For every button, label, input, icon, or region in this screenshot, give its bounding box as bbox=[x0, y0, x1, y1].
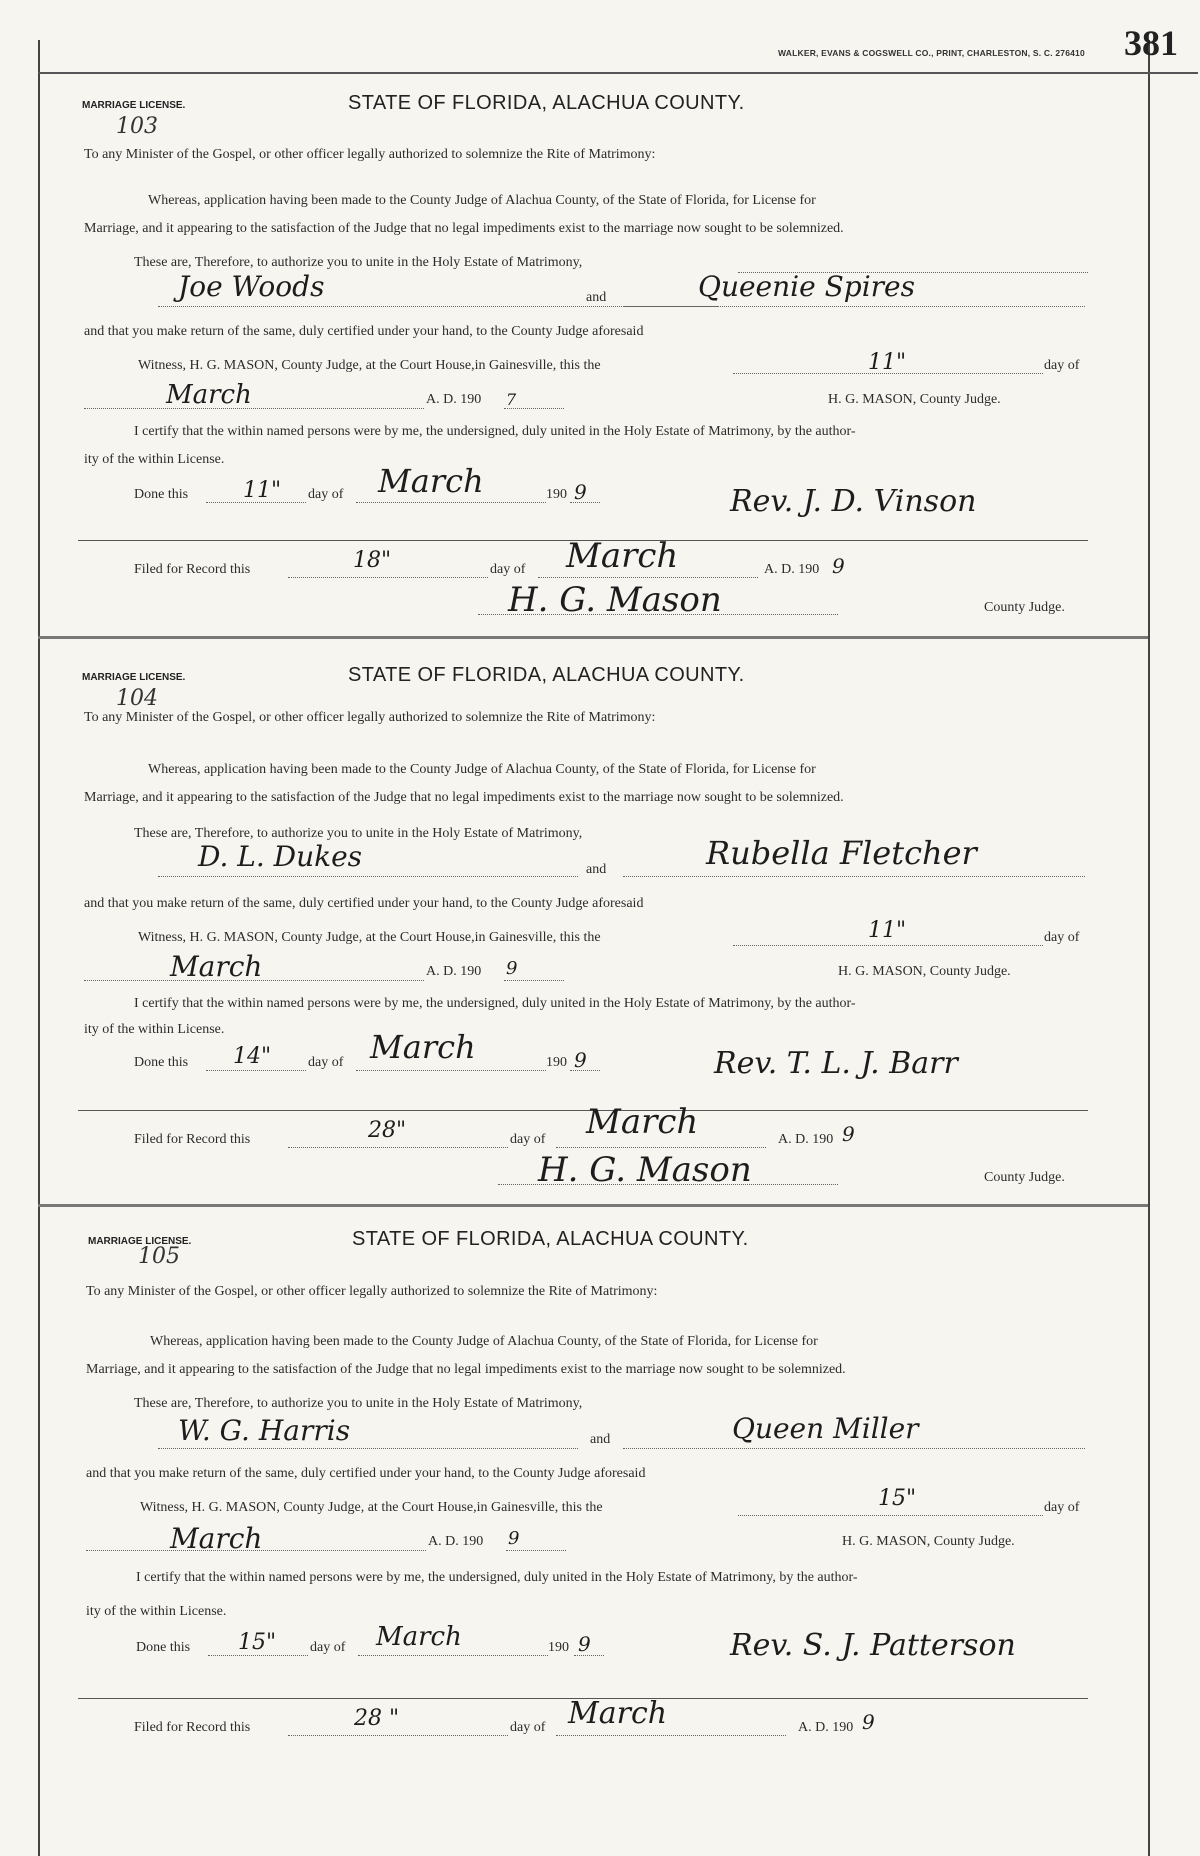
done-this-label: Done this bbox=[134, 1055, 189, 1070]
section-divider bbox=[38, 636, 1148, 639]
done-month: March bbox=[370, 1028, 476, 1066]
filed-signature: H. G. Mason bbox=[508, 580, 722, 620]
fill-line bbox=[158, 1448, 578, 1449]
fill-line bbox=[208, 1655, 308, 1656]
filed-month: March bbox=[566, 536, 679, 576]
certify-line-1: I certify that the within named persons were by me, the undersigned, duly united in the Holy Estate of Matrimony, by the author- bbox=[134, 424, 856, 439]
done-year-prefix: 190 bbox=[548, 1640, 569, 1655]
witness-day: 11" bbox=[868, 918, 907, 943]
address-line: To any Minister of the Gospel, or other officer legally authorized to solemnize the Rite of Matrimony: bbox=[84, 710, 656, 725]
filed-ad-label: A. D. 190 bbox=[778, 1132, 834, 1147]
judge-signature-label: H. G. MASON, County Judge. bbox=[828, 392, 1001, 407]
filed-label: Filed for Record this bbox=[134, 1132, 251, 1147]
fill-line bbox=[556, 1147, 766, 1148]
right-margin-line bbox=[1148, 40, 1150, 1856]
done-day: 15" bbox=[238, 1630, 277, 1655]
return-line: and that you make return of the same, duly certified under your hand, to the County Judge aforesaid bbox=[84, 324, 644, 339]
fill-line bbox=[288, 1735, 508, 1736]
fill-line bbox=[504, 408, 564, 409]
day-of-label: day of bbox=[1044, 358, 1080, 373]
witness-month: March bbox=[166, 380, 252, 410]
done-year: 9 bbox=[578, 1632, 591, 1656]
ad-label: A. D. 190 bbox=[426, 964, 482, 979]
done-month: March bbox=[378, 462, 484, 500]
fill-line bbox=[570, 1070, 600, 1071]
license-year: 9 bbox=[506, 958, 518, 979]
fill-line bbox=[574, 1655, 604, 1656]
printer-imprint: WALKER, EVANS & COGSWELL CO., PRINT, CHARLESTON, S. C. 276410 bbox=[778, 48, 1085, 58]
fill-line bbox=[158, 876, 578, 877]
license-year: 9 bbox=[508, 1528, 520, 1549]
groom-name: Joe Woods bbox=[178, 270, 325, 303]
fill-line bbox=[570, 502, 600, 503]
filed-year: 9 bbox=[832, 554, 845, 578]
these-are-line: These are, Therefore, to authorize you to unite in the Holy Estate of Matrimony, bbox=[134, 255, 583, 270]
fill-line bbox=[358, 1655, 548, 1656]
day-of-label: day of bbox=[1044, 1500, 1080, 1515]
certify-line-2: ity of the within License. bbox=[84, 452, 225, 467]
filed-ad-label: A. D. 190 bbox=[798, 1720, 854, 1735]
county-judge-label: County Judge. bbox=[984, 1170, 1065, 1185]
groom-name: D. L. Dukes bbox=[198, 840, 363, 873]
filed-year: 9 bbox=[862, 1710, 875, 1734]
witness-line: Witness, H. G. MASON, County Judge, at the Court House,in Gainesville, this the bbox=[138, 358, 601, 373]
fill-line bbox=[288, 577, 488, 578]
fill-line bbox=[556, 1735, 786, 1736]
filed-day-of-label: day of bbox=[510, 1720, 546, 1735]
officiant-signature: Rev. T. L. J. Barr bbox=[714, 1046, 958, 1081]
done-day: 11" bbox=[243, 478, 282, 503]
license-section-103 bbox=[78, 92, 1108, 620]
fill-line bbox=[356, 502, 546, 503]
county-judge-label: County Judge. bbox=[984, 600, 1065, 615]
fill-line bbox=[506, 1550, 566, 1551]
whereas-line-1: Whereas, application having been made to the County Judge of Alachua County, of the State of Florida, for License for bbox=[148, 762, 816, 777]
officiant-signature: Rev. J. D. Vinson bbox=[730, 484, 977, 519]
fill-line bbox=[288, 1147, 508, 1148]
fill-line bbox=[733, 945, 1043, 946]
address-line: To any Minister of the Gospel, or other officer legally authorized to solemnize the Rite of Matrimony: bbox=[86, 1284, 658, 1299]
license-section-104 bbox=[78, 664, 1108, 1192]
return-line: and that you make return of the same, duly certified under your hand, to the County Judge aforesaid bbox=[84, 896, 644, 911]
witness-day: 15" bbox=[878, 1486, 917, 1511]
ad-label: A. D. 190 bbox=[426, 392, 482, 407]
page-number: 381 bbox=[1124, 23, 1178, 63]
witness-line: Witness, H. G. MASON, County Judge, at the Court House,in Gainesville, this the bbox=[140, 1500, 603, 1515]
whereas-line-2: Marriage, and it appearing to the satisfaction of the Judge that no legal impediments exist to the marriage now sought to be solemnized. bbox=[84, 221, 844, 236]
done-year: 9 bbox=[574, 480, 587, 504]
certify-line-1: I certify that the within named persons were by me, the undersigned, duly united in the Holy Estate of Matrimony, by the author- bbox=[136, 1570, 858, 1585]
fill-line bbox=[498, 1184, 838, 1185]
these-are-line: These are, Therefore, to authorize you to unite in the Holy Estate of Matrimony, bbox=[134, 1396, 583, 1411]
fill-line bbox=[356, 1070, 546, 1071]
state-title: STATE OF FLORIDA, ALACHUA COUNTY. bbox=[352, 1228, 749, 1250]
fill-line bbox=[538, 577, 758, 578]
judge-signature-label: H. G. MASON, County Judge. bbox=[838, 964, 1011, 979]
fill-line bbox=[84, 408, 424, 409]
left-margin-line bbox=[38, 40, 40, 1856]
return-line: and that you make return of the same, duly certified under your hand, to the County Judge aforesaid bbox=[86, 1466, 646, 1481]
address-line: To any Minister of the Gospel, or other officer legally authorized to solemnize the Rite of Matrimony: bbox=[84, 147, 656, 162]
fill-line bbox=[478, 614, 838, 615]
officiant-signature: Rev. S. J. Patterson bbox=[730, 1628, 1016, 1663]
done-day-of-label: day of bbox=[308, 1055, 344, 1070]
certify-line-2: ity of the within License. bbox=[86, 1604, 227, 1619]
filed-label: Filed for Record this bbox=[134, 562, 251, 577]
fill-line bbox=[206, 502, 306, 503]
filed-month: March bbox=[586, 1102, 699, 1142]
witness-line: Witness, H. G. MASON, County Judge, at the Court House,in Gainesville, this the bbox=[138, 930, 601, 945]
top-rule bbox=[38, 72, 1198, 74]
fill-line bbox=[84, 980, 424, 981]
fill-line bbox=[86, 1550, 426, 1551]
witness-day: 11" bbox=[868, 350, 907, 375]
whereas-line-2: Marriage, and it appearing to the satisfaction of the Judge that no legal impediments exist to the marriage now sought to be solemnized. bbox=[84, 790, 844, 805]
witness-month: March bbox=[170, 950, 263, 983]
officiant-underline bbox=[78, 1110, 1088, 1111]
filed-signature: H. G. Mason bbox=[538, 1150, 752, 1190]
whereas-line-2: Marriage, and it appearing to the satisfaction of the Judge that no legal impediments exist to the marriage now sought to be solemnized. bbox=[86, 1362, 846, 1377]
marriage-license-label: MARRIAGE LICENSE. bbox=[82, 100, 186, 111]
groom-name: W. G. Harris bbox=[178, 1414, 351, 1447]
done-year-prefix: 190 bbox=[546, 487, 567, 502]
done-this-label: Done this bbox=[136, 1640, 191, 1655]
done-year: 9 bbox=[574, 1048, 587, 1072]
filed-month: March bbox=[568, 1696, 668, 1731]
done-day-of-label: day of bbox=[310, 1640, 346, 1655]
witness-month: March bbox=[170, 1522, 263, 1555]
section-divider bbox=[38, 1204, 1148, 1207]
fill-line bbox=[504, 980, 564, 981]
fill-line bbox=[623, 306, 1085, 307]
bride-name: Queenie Spires bbox=[698, 270, 915, 303]
done-month: March bbox=[376, 1622, 462, 1652]
filed-day: 18" bbox=[353, 548, 392, 573]
filed-day: 28" bbox=[368, 1118, 407, 1143]
whereas-line-1: Whereas, application having been made to the County Judge of Alachua County, of the State of Florida, for License for bbox=[150, 1334, 818, 1349]
filed-year: 9 bbox=[842, 1122, 855, 1146]
license-number: 103 bbox=[116, 114, 158, 139]
state-title: STATE OF FLORIDA, ALACHUA COUNTY. bbox=[348, 664, 745, 686]
license-number: 104 bbox=[116, 686, 158, 711]
fill-line bbox=[733, 373, 1043, 374]
marriage-license-label: MARRIAGE LICENSE. bbox=[88, 1236, 192, 1247]
filed-day-of-label: day of bbox=[510, 1132, 546, 1147]
certify-line-2: ity of the within License. bbox=[84, 1022, 225, 1037]
state-title: STATE OF FLORIDA, ALACHUA COUNTY. bbox=[348, 92, 745, 114]
filed-day-of-label: day of bbox=[490, 562, 526, 577]
filed-day: 28 " bbox=[354, 1706, 400, 1731]
fill-line bbox=[206, 1070, 306, 1071]
and-label: and bbox=[590, 1432, 611, 1447]
whereas-line-1: Whereas, application having been made to the County Judge of Alachua County, of the State of Florida, for License for bbox=[148, 193, 816, 208]
filed-ad-label: A. D. 190 bbox=[764, 562, 820, 577]
filed-label: Filed for Record this bbox=[134, 1720, 251, 1735]
fill-line bbox=[623, 876, 1085, 877]
bride-name: Queen Miller bbox=[732, 1412, 919, 1445]
ad-label: A. D. 190 bbox=[428, 1534, 484, 1549]
done-day-of-label: day of bbox=[308, 487, 344, 502]
license-section-105 bbox=[78, 1228, 1108, 1836]
and-label: and bbox=[586, 290, 607, 305]
bride-name: Rubella Fletcher bbox=[706, 834, 977, 872]
day-of-label: day of bbox=[1044, 930, 1080, 945]
done-this-label: Done this bbox=[134, 487, 189, 502]
license-number: 105 bbox=[138, 1244, 180, 1269]
judge-signature-label: H. G. MASON, County Judge. bbox=[842, 1534, 1015, 1549]
marriage-license-label: MARRIAGE LICENSE. bbox=[82, 672, 186, 683]
these-are-line: These are, Therefore, to authorize you to unite in the Holy Estate of Matrimony, bbox=[134, 826, 583, 841]
license-year: 7 bbox=[506, 390, 517, 409]
fill-line bbox=[623, 1448, 1085, 1449]
fill-line bbox=[738, 1515, 1043, 1516]
done-day: 14" bbox=[233, 1044, 272, 1069]
done-year-prefix: 190 bbox=[546, 1055, 567, 1070]
certify-line-1: I certify that the within named persons were by me, the undersigned, duly united in the Holy Estate of Matrimony, by the author- bbox=[134, 996, 856, 1011]
and-label: and bbox=[586, 862, 607, 877]
